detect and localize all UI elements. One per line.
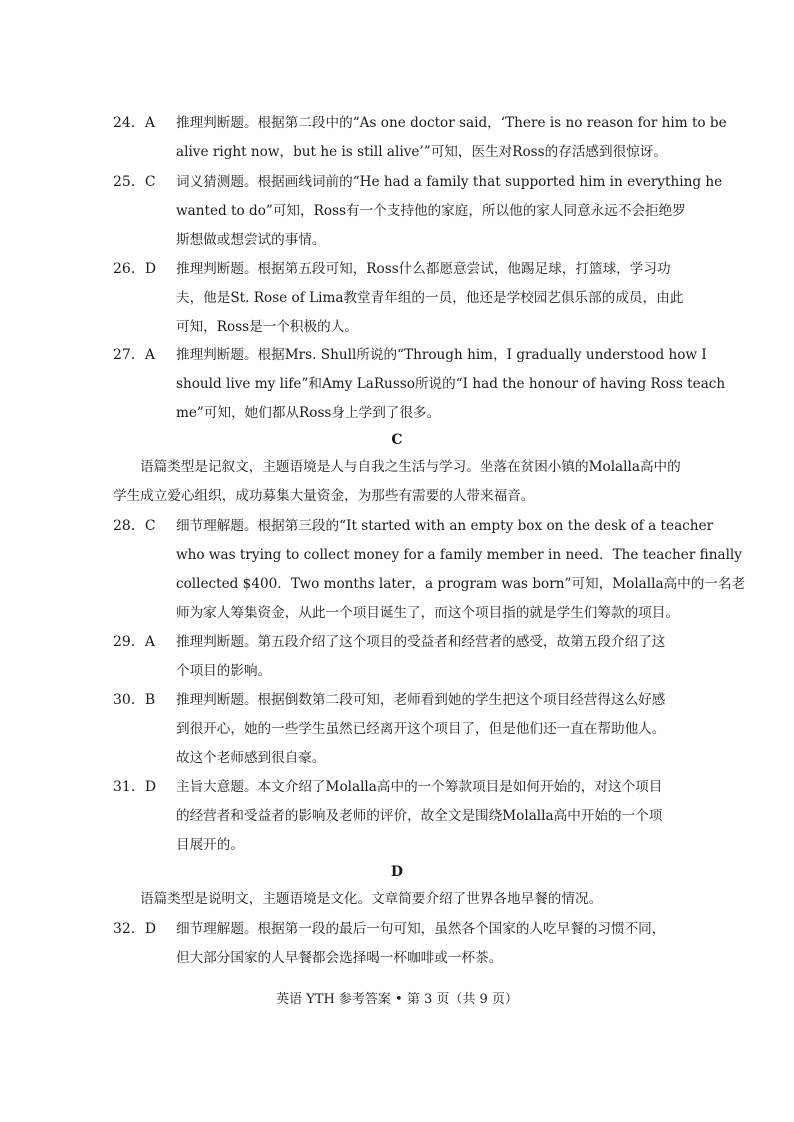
answer-explanation — [176, 628, 683, 686]
answer-explanation — [176, 168, 723, 255]
answer-label: 24．A — [113, 115, 155, 131]
answer-label: 26．D — [113, 261, 157, 277]
explanation-line: collected $400．Two months later，a program was born”可知，Molalla高中的一名老 — [176, 576, 746, 592]
intro-line: 语篇类型是记叙文，主题语境是人与自我之生活与学习。坐落在贫困小镇的Molalla高中的 — [140, 459, 681, 475]
answer-item-26 — [113, 255, 683, 342]
explanation-line: 细节理解题。根据第一段的最后一句可知，虽然各个国家的人吃早餐的习惯不同， — [176, 921, 666, 937]
answer-label: 32．D — [113, 921, 157, 937]
explanation-line: 目展开的。 — [176, 837, 244, 853]
answer-label: 25．C — [113, 174, 156, 190]
answer-explanation — [176, 341, 726, 428]
explanation-line: 细节理解题。根据第三段的“It started with an empty box on the desk of a teacher — [176, 518, 714, 534]
answer-label: 28．C — [113, 518, 156, 534]
explanation-line: 推理判断题。第五段介绍了这个项目的受益者和经营者的感受，故第五段介绍了这 — [176, 634, 666, 650]
answer-explanation — [176, 686, 683, 773]
section-c-intro — [113, 453, 685, 511]
explanation-line: 可知，Ross是一个积极的人。 — [176, 319, 358, 335]
explanation-line: 推理判断题。根据倒数第二段可知，老师看到她的学生把这个项目经营得这么好感 — [176, 692, 666, 708]
answer-label: 29．A — [113, 634, 155, 650]
explanation-line: should live my life”和Amy LaRusso所说的“I had the honour of having Ross teach — [176, 376, 726, 392]
answer-explanation — [176, 109, 727, 167]
explanation-line: alive right now，but he is still alive’”可知，医生对Ross的存活感到很惊讶。 — [176, 144, 667, 160]
explanation-line: 的经营者和受益者的影响及老师的评价，故全文是围绕Molalla高中开始的一个项 — [176, 808, 663, 824]
explanation-line: 词义猜测题。根据画线词前的“He had a family that supported him in everything he — [176, 174, 723, 190]
explanation-line: 故这个老师感到很自豪。 — [176, 750, 326, 766]
answer-item-27 — [113, 341, 726, 428]
explanation-line: 推理判断题。根据第五段可知，Ross什么都愿意尝试，他踢足球，打篮球，学习功 — [176, 261, 671, 277]
page-footer: 英语 YTH 参考答案 • 第 3 页（共 9 页） — [276, 992, 518, 1007]
explanation-line: 个项目的影响。 — [176, 663, 272, 679]
answer-explanation — [176, 512, 746, 628]
explanation-line: 推理判断题。根据第二段中的“As one doctor said，‘There is no reason for him to be — [176, 115, 727, 131]
explanation-line: 到很开心，她的一些学生虽然已经离开这个项目了，但是他们还一直在帮助他人。 — [176, 721, 666, 737]
explanation-line: 斯想做或想尝试的事情。 — [176, 232, 326, 248]
answer-label: 30．B — [113, 692, 156, 708]
section-heading-c: C — [391, 432, 403, 448]
answer-explanation — [176, 915, 683, 973]
section-heading-d: D — [390, 864, 404, 880]
answer-item-24 — [113, 109, 727, 167]
explanation-line: 师为家人筹集资金，从此一个项目诞生了，而这个项目指的就是学生们筹款的项目。 — [176, 605, 679, 621]
answer-label: 31．D — [113, 779, 157, 795]
intro-line: 语篇类型是说明文，主题语境是文化。文章简要介绍了世界各地早餐的情况。 — [140, 891, 603, 907]
answer-explanation — [176, 255, 683, 342]
explanation-line: 但大部分国家的人早餐都会选择喝一杯咖啡或一杯茶。 — [176, 950, 503, 966]
answer-item-32 — [113, 915, 683, 973]
explanation-line: me”可知，她们都从Ross身上学到了很多。 — [176, 405, 441, 421]
explanation-line: 主旨大意题。本文介绍了Molalla高中的一个筹款项目是如何开始的，对这个项目 — [176, 779, 663, 795]
answer-item-29 — [113, 628, 683, 686]
answer-explanation — [176, 773, 683, 860]
answer-item-28 — [113, 512, 746, 628]
explanation-line: wanted to do”可知，Ross有一个支持他的家庭，所以他的家人同意永远不会拒绝罗 — [176, 203, 686, 219]
answer-item-30 — [113, 686, 683, 773]
intro-line: 学生成立爱心组织，成功募集大量资金，为那些有需要的人带来福音。 — [113, 488, 535, 504]
explanation-line: who was trying to collect money for a family member in need．The teacher finally — [176, 547, 742, 563]
answer-label: 27．A — [113, 347, 155, 363]
section-d-intro — [113, 885, 685, 914]
explanation-line: 夫，他是St. Rose of Lima教堂青年组的一员，他还是学校园艺俱乐部的成员，由此 — [176, 290, 684, 306]
explanation-line: 推理判断题。根据Mrs. Shull所说的“Through him，I gradually understood how I — [176, 347, 707, 363]
answer-item-25 — [113, 168, 723, 255]
answer-item-31 — [113, 773, 683, 860]
